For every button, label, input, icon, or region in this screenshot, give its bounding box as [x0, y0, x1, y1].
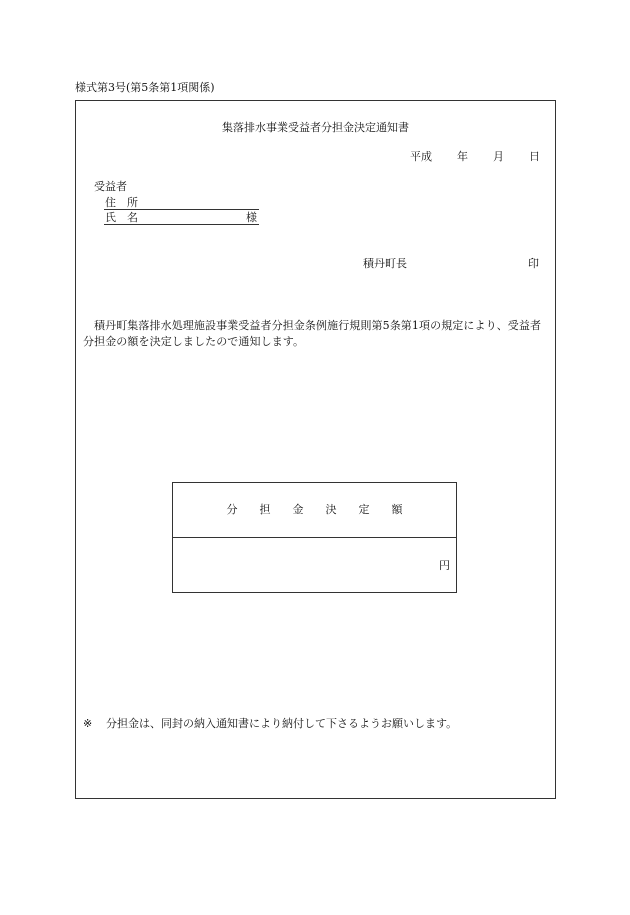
date-era: 平成 [410, 150, 432, 163]
seal-mark: 印 [528, 257, 539, 270]
name-underline [104, 224, 259, 225]
issuer-title: 積丹町長 [363, 257, 407, 270]
form-frame [75, 100, 556, 799]
amount-unit: 円 [439, 559, 450, 572]
amount-header: 分担金決定額 [226, 503, 425, 516]
name-honorific: 様 [246, 211, 257, 224]
amount-table [172, 482, 457, 593]
note-mark: ※ [83, 717, 93, 730]
date-day: 日 [529, 150, 540, 163]
address-label: 住 所 [105, 196, 138, 209]
notice-body: 積丹町集落排水処理施設事業受益者分担金条例施行規則第5条第1項の規定により、受益者分担金の額を決定しましたので通知します。 [83, 319, 542, 348]
name-label: 氏 名 [105, 211, 138, 224]
date-month: 月 [493, 150, 504, 163]
address-underline [104, 209, 259, 210]
note-text: 分担金は、同封の納入通知書により納付して下さるようお願いします。 [106, 717, 458, 730]
date-year: 年 [457, 150, 468, 163]
document-title: 集落排水事業受益者分担金決定通知書 [222, 121, 409, 134]
recipient-label: 受益者 [94, 180, 127, 193]
amount-divider [173, 537, 456, 538]
form-number: 様式第3号(第5条第1項関係) [75, 81, 215, 94]
